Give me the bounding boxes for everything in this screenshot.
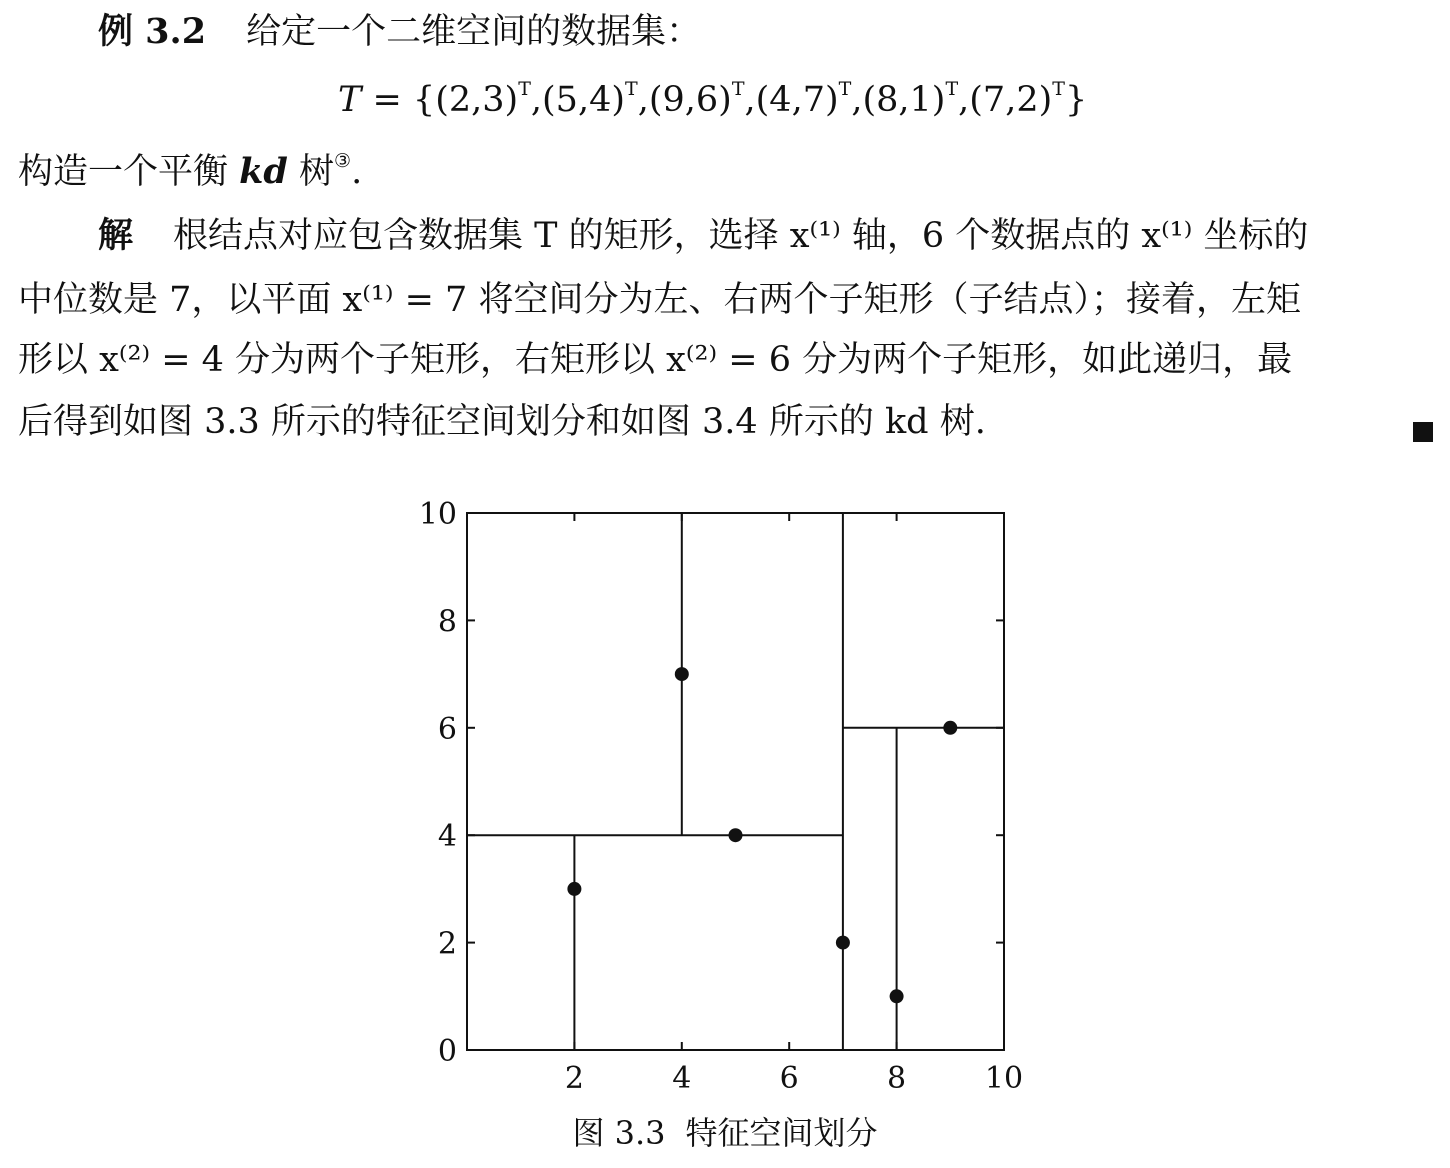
x-tick-label: 4 [672,1061,692,1096]
data-point-2 [729,828,743,842]
data-point-3 [943,721,957,735]
formula-close: } [1064,80,1088,120]
figure-caption [0,1108,1450,1154]
y-tick-label: 2 [437,926,457,962]
data-point-6 [836,936,850,950]
transpose-mark: T [945,78,959,100]
example-label: 例 3.2 [98,11,207,52]
y-tick-label: 8 [437,604,457,640]
data-point-1 [567,882,581,896]
y-tick-label: 4 [437,819,457,855]
solution-label: 解 [98,215,134,256]
transpose-mark: T [838,78,852,100]
transpose-mark: T [625,78,638,100]
x-tick-label: 10 [984,1061,1024,1096]
solution-text-2: 中位数是 7，以平面 x⁽¹⁾ = 7 将空间分为左、右两个子矩形（子结点）；接着，左矩 [18,280,1301,320]
task-suffix: 树 [287,152,335,192]
transpose-mark: T [1052,78,1065,100]
formula-eq: = { [361,80,436,120]
figure-number: 图 3.3 [572,1114,666,1152]
formula-point-3: (9,6) [648,80,732,120]
y-tick-label: 10 [418,497,457,532]
data-point-4 [675,667,689,681]
task-end: . [351,152,363,192]
figure-caption-text: 特征空间划分 [685,1114,878,1152]
example-intro: 给定一个二维空间的数据集： [246,12,702,52]
transpose-mark: T [518,78,531,100]
solution-text-3: 形以 x⁽²⁾ = 4 分为两个子矩形，右矩形以 x⁽²⁾ = 6 分为两个子矩形，如此递归，最 [18,340,1293,380]
dataset-formula: $T = \{(2,3)^T,(5,4)^T,(9,6)^T,(4,7)^T,(8,1)^T,(7,2)^T\}$ [338,78,1088,120]
x-tick-label: 2 [564,1061,584,1096]
formula-lhs: T [338,80,362,120]
formula-point-2: (5,4) [542,80,626,120]
formula-point-4: (4,7) [755,80,839,120]
formula-point-1: (2,3) [435,80,519,120]
footnote-mark: ③ [334,150,352,172]
x-tick-label: 8 [887,1061,907,1096]
formula-point-6: (7,2) [969,80,1053,120]
split-lines [467,513,1004,1050]
task-prefix: 构造一个平衡 [18,152,240,192]
task-kd: kd [239,151,288,192]
transpose-mark: T [731,78,745,100]
x-tick-label: 6 [779,1061,799,1096]
data-point-5 [890,989,904,1003]
y-tick-label: 6 [437,711,457,747]
solution-text-4: 后得到如图 3.3 所示的特征空间划分和如图 3.4 所示的 kd 树. [18,402,986,442]
formula-point-5: (8,1) [862,80,946,120]
plot-frame [467,513,1004,1050]
y-tick-label: 0 [437,1034,457,1069]
solution-text-1: 根结点对应包含数据集 T 的矩形，选择 x⁽¹⁾ 轴，6 个数据点的 x⁽¹⁾ 坐标的 [173,216,1309,256]
axis-ticks [419,497,1023,1096]
